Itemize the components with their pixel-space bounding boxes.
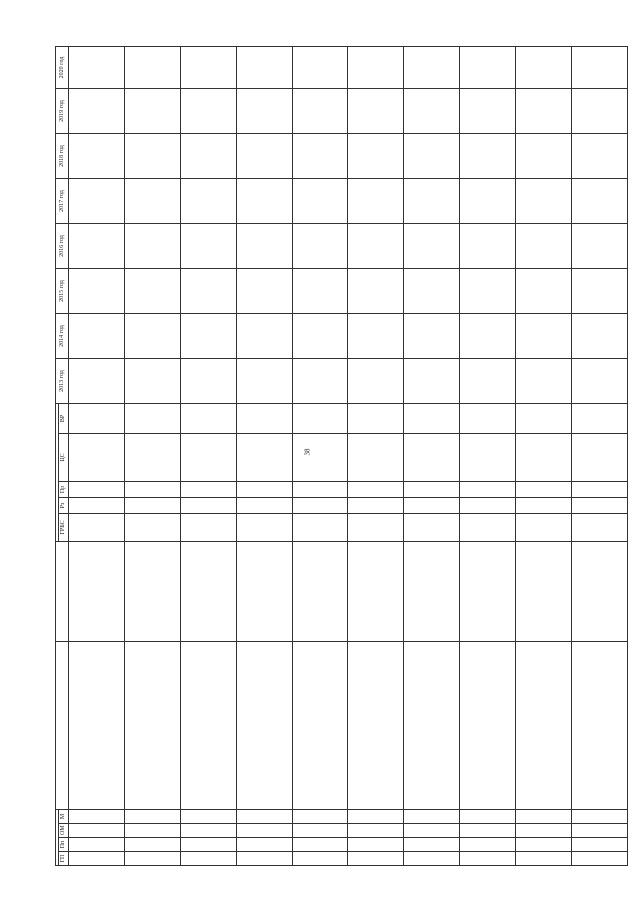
y2015-cell <box>572 269 628 314</box>
y2020-cell <box>404 47 460 89</box>
pp-cell <box>236 838 292 852</box>
y2017-cell <box>516 179 572 224</box>
y2013-cell <box>572 359 628 404</box>
y2014-cell <box>516 314 572 359</box>
responsible-cell <box>516 542 572 642</box>
y2016-cell <box>236 224 292 269</box>
year-2016-header: 2016 год <box>56 224 69 269</box>
y2019-cell <box>348 89 404 134</box>
y2014-cell <box>124 314 180 359</box>
budget-table <box>55 46 628 866</box>
y2014-cell <box>180 314 236 359</box>
table-row <box>124 47 180 866</box>
year-2020-header: 2020 год <box>56 47 69 89</box>
grbs-cell <box>572 514 628 542</box>
y2014-cell <box>572 314 628 359</box>
y2016-cell <box>460 224 516 269</box>
y2017-cell <box>348 179 404 224</box>
y2019-cell <box>460 89 516 134</box>
table-row <box>236 47 292 866</box>
y2019-cell <box>292 89 348 134</box>
y2017-cell <box>404 179 460 224</box>
grbs-cell <box>404 514 460 542</box>
rotated-page <box>55 46 628 866</box>
y2017-cell <box>460 179 516 224</box>
grbs-cell <box>236 514 292 542</box>
pr-cell <box>236 482 292 498</box>
pr-cell <box>348 482 404 498</box>
cs-cell <box>460 434 516 482</box>
pp-cell <box>124 838 180 852</box>
gp-header: ГП <box>59 852 69 866</box>
rz-cell <box>348 498 404 514</box>
y2017-cell <box>180 179 236 224</box>
y2014-cell <box>68 314 124 359</box>
table-row <box>292 47 348 866</box>
y2013-cell <box>516 359 572 404</box>
m-cell <box>236 810 292 824</box>
vr-cell <box>180 404 236 434</box>
vr-cell <box>292 404 348 434</box>
name-cell <box>68 642 124 810</box>
y2018-cell <box>572 134 628 179</box>
rz-cell <box>572 498 628 514</box>
y2020-cell <box>516 47 572 89</box>
vr-cell <box>124 404 180 434</box>
y2018-cell <box>460 134 516 179</box>
rz-cell <box>292 498 348 514</box>
gp-cell <box>68 852 124 866</box>
vr-cell <box>460 404 516 434</box>
grbs-cell <box>68 514 124 542</box>
y2015-cell <box>348 269 404 314</box>
pp-cell <box>180 838 236 852</box>
y2017-cell <box>124 179 180 224</box>
y2020-cell <box>460 47 516 89</box>
pp-cell <box>516 838 572 852</box>
cs-cell <box>404 434 460 482</box>
pp-cell <box>68 838 124 852</box>
y2018-cell <box>236 134 292 179</box>
rz-cell <box>124 498 180 514</box>
y2016-cell <box>180 224 236 269</box>
vr-cell <box>516 404 572 434</box>
rz-header: Рз <box>59 498 69 514</box>
om-cell <box>572 824 628 838</box>
pp-cell <box>572 838 628 852</box>
y2016-cell <box>572 224 628 269</box>
y2019-cell <box>236 89 292 134</box>
y2015-cell <box>460 269 516 314</box>
responsible-header <box>56 542 69 642</box>
y2020-cell <box>180 47 236 89</box>
name-cell <box>348 642 404 810</box>
m-cell <box>572 810 628 824</box>
y2013-cell <box>348 359 404 404</box>
cs-header: ЦС <box>59 434 69 482</box>
pr-cell <box>516 482 572 498</box>
y2016-cell <box>124 224 180 269</box>
om-cell <box>460 824 516 838</box>
pp-cell <box>460 838 516 852</box>
name-header <box>56 642 69 810</box>
grbs-cell <box>124 514 180 542</box>
vr-cell <box>68 404 124 434</box>
vr-cell <box>348 404 404 434</box>
gp-cell <box>292 852 348 866</box>
y2016-cell <box>292 224 348 269</box>
table-row <box>404 47 460 866</box>
name-cell <box>180 642 236 810</box>
y2019-cell <box>180 89 236 134</box>
y2014-cell <box>460 314 516 359</box>
cs-cell <box>180 434 236 482</box>
y2014-cell <box>236 314 292 359</box>
y2020-cell <box>572 47 628 89</box>
y2015-cell <box>292 269 348 314</box>
y2016-cell <box>68 224 124 269</box>
y2013-cell <box>68 359 124 404</box>
y2018-cell <box>68 134 124 179</box>
vr-cell <box>572 404 628 434</box>
year-2019-header: 2019 год <box>56 89 69 134</box>
y2016-cell <box>404 224 460 269</box>
gp-cell <box>572 852 628 866</box>
y2017-cell <box>68 179 124 224</box>
gp-cell <box>516 852 572 866</box>
responsible-cell <box>124 542 180 642</box>
om-cell <box>292 824 348 838</box>
responsible-cell <box>236 542 292 642</box>
name-cell <box>404 642 460 810</box>
y2015-cell <box>180 269 236 314</box>
vr-cell <box>236 404 292 434</box>
table-row <box>460 47 516 866</box>
rz-cell <box>180 498 236 514</box>
cs-cell <box>572 434 628 482</box>
m-cell <box>460 810 516 824</box>
gp-cell <box>236 852 292 866</box>
pr-cell <box>68 482 124 498</box>
y2014-cell <box>348 314 404 359</box>
pp-header: Пп <box>59 838 69 852</box>
om-cell <box>236 824 292 838</box>
cs-cell <box>292 434 348 482</box>
cs-cell <box>348 434 404 482</box>
page-number: 38 <box>303 448 312 456</box>
y2016-cell <box>516 224 572 269</box>
rz-cell <box>68 498 124 514</box>
y2013-cell <box>404 359 460 404</box>
pr-cell <box>180 482 236 498</box>
gp-cell <box>404 852 460 866</box>
y2013-cell <box>124 359 180 404</box>
year-2018-header: 2018 год <box>56 134 69 179</box>
pr-cell <box>124 482 180 498</box>
gp-cell <box>124 852 180 866</box>
table-row <box>68 47 124 866</box>
year-2015-header: 2015 год <box>56 269 69 314</box>
pr-cell <box>460 482 516 498</box>
m-cell <box>404 810 460 824</box>
responsible-cell <box>68 542 124 642</box>
om-cell <box>404 824 460 838</box>
y2019-cell <box>124 89 180 134</box>
y2019-cell <box>572 89 628 134</box>
name-cell <box>236 642 292 810</box>
pp-cell <box>404 838 460 852</box>
grbs-cell <box>292 514 348 542</box>
cs-cell <box>516 434 572 482</box>
year-2014-header: 2014 год <box>56 314 69 359</box>
y2019-cell <box>68 89 124 134</box>
pr-cell <box>292 482 348 498</box>
cs-cell <box>124 434 180 482</box>
y2019-cell <box>404 89 460 134</box>
rz-cell <box>516 498 572 514</box>
table-row <box>348 47 404 866</box>
om-cell <box>124 824 180 838</box>
pp-cell <box>292 838 348 852</box>
y2018-cell <box>292 134 348 179</box>
y2015-cell <box>236 269 292 314</box>
rz-cell <box>236 498 292 514</box>
grbs-cell <box>348 514 404 542</box>
grbs-cell <box>180 514 236 542</box>
responsible-cell <box>404 542 460 642</box>
name-cell <box>572 642 628 810</box>
m-cell <box>348 810 404 824</box>
table-row <box>180 47 236 866</box>
y2015-cell <box>516 269 572 314</box>
y2020-cell <box>124 47 180 89</box>
m-cell <box>292 810 348 824</box>
name-cell <box>124 642 180 810</box>
rz-cell <box>460 498 516 514</box>
vr-header: ВР <box>59 404 69 434</box>
om-header: ОМ <box>59 824 69 838</box>
y2017-cell <box>572 179 628 224</box>
y2020-cell <box>236 47 292 89</box>
m-header: М <box>59 810 69 824</box>
gp-cell <box>348 852 404 866</box>
vr-cell <box>404 404 460 434</box>
year-2017-header: 2017 год <box>56 179 69 224</box>
y2016-cell <box>348 224 404 269</box>
y2020-cell <box>348 47 404 89</box>
name-cell <box>516 642 572 810</box>
responsible-cell <box>180 542 236 642</box>
grbs-cell <box>516 514 572 542</box>
y2018-cell <box>404 134 460 179</box>
om-cell <box>68 824 124 838</box>
m-cell <box>68 810 124 824</box>
table-row <box>572 47 628 866</box>
responsible-cell <box>460 542 516 642</box>
y2013-cell <box>180 359 236 404</box>
y2019-cell <box>516 89 572 134</box>
om-cell <box>516 824 572 838</box>
y2018-cell <box>348 134 404 179</box>
responsible-cell <box>292 542 348 642</box>
y2020-cell <box>68 47 124 89</box>
om-cell <box>348 824 404 838</box>
m-cell <box>180 810 236 824</box>
year-2013-header: 2013 год <box>56 359 69 404</box>
m-cell <box>516 810 572 824</box>
y2015-cell <box>124 269 180 314</box>
name-cell <box>460 642 516 810</box>
cs-cell <box>68 434 124 482</box>
responsible-cell <box>348 542 404 642</box>
rz-cell <box>404 498 460 514</box>
pr-cell <box>572 482 628 498</box>
table-body <box>68 47 627 866</box>
y2014-cell <box>404 314 460 359</box>
pr-cell <box>404 482 460 498</box>
y2015-cell <box>404 269 460 314</box>
om-cell <box>180 824 236 838</box>
y2020-cell <box>292 47 348 89</box>
y2018-cell <box>516 134 572 179</box>
name-cell <box>292 642 348 810</box>
cs-cell <box>236 434 292 482</box>
y2015-cell <box>68 269 124 314</box>
y2018-cell <box>124 134 180 179</box>
responsible-cell <box>572 542 628 642</box>
y2013-cell <box>292 359 348 404</box>
m-cell <box>124 810 180 824</box>
y2014-cell <box>292 314 348 359</box>
grbs-cell <box>460 514 516 542</box>
gp-cell <box>460 852 516 866</box>
y2017-cell <box>236 179 292 224</box>
y2013-cell <box>460 359 516 404</box>
y2017-cell <box>292 179 348 224</box>
gp-cell <box>180 852 236 866</box>
table-row <box>516 47 572 866</box>
pr-header: Пр <box>59 482 69 498</box>
y2018-cell <box>180 134 236 179</box>
grbs-header: ГРБС <box>59 514 69 542</box>
pp-cell <box>348 838 404 852</box>
y2013-cell <box>236 359 292 404</box>
